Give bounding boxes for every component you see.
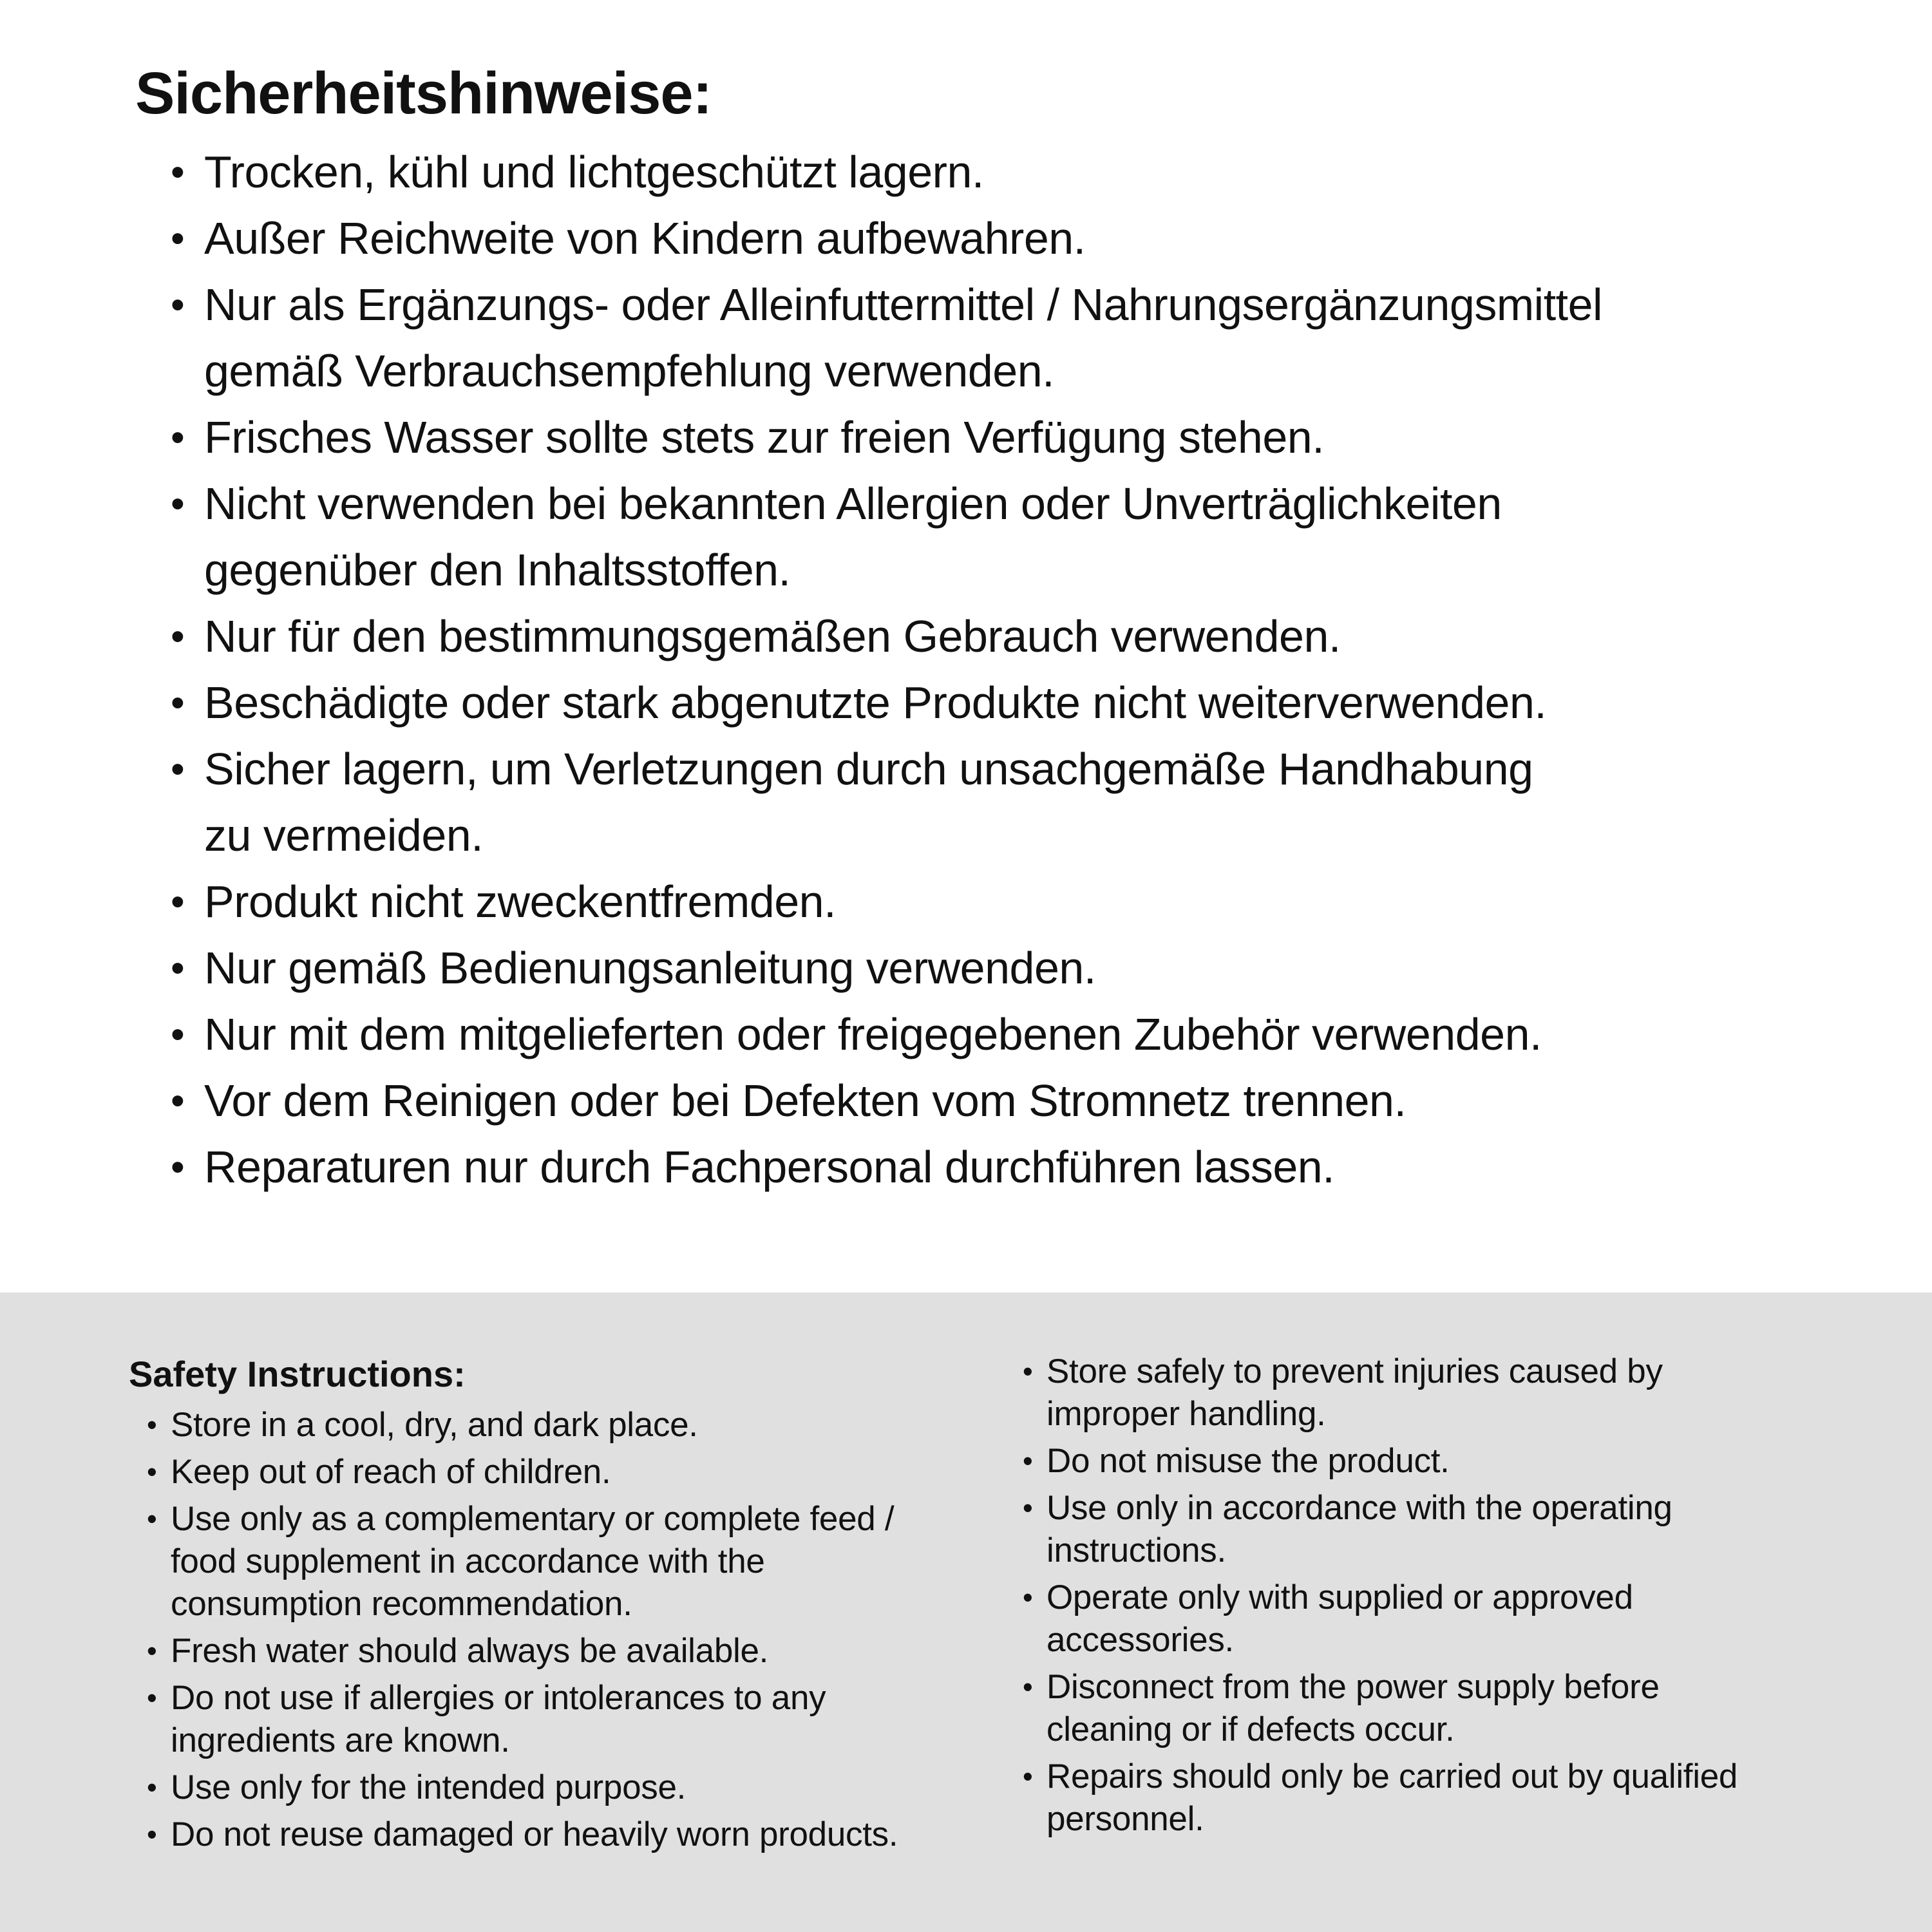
english-right-column [1005,1293,1900,1841]
list-item: • Produkt nicht zweckentfremden. [204,869,1932,935]
list-item: • Vor dem Reinigen oder bei Defekten vom Stromnetz trennen. [204,1068,1932,1134]
list-item: • Use only for the intended purpose. [171,1766,1005,1809]
german-instructions-list [135,139,1932,1200]
list-item: • Use only in accordance with the operating instructions. [1046,1487,1900,1572]
list-item: • Store safely to prevent injuries caused by improper handling. [1046,1350,1900,1435]
list-item: • Nur mit dem mitgelieferten oder freigegebenen Zubehör verwenden. [204,1001,1932,1068]
list-item: • Disconnect from the power supply before cleaning or if defects occur. [1046,1666,1900,1751]
german-title: Sicherheitshinweise: [135,61,712,126]
english-left-column [129,1293,1005,1856]
list-item: • Frisches Wasser sollte stets zur freien Verfügung stehen. [204,404,1932,471]
list-item: • Do not reuse damaged or heavily worn products. [171,1814,1005,1856]
list-item: • Use only as a complementary or complete feed / food supplement in accordance with the consumption recommendation. [171,1498,1005,1625]
list-item: • Nur gemäß Bedienungsanleitung verwenden. [204,935,1932,1001]
list-item: • Reparaturen nur durch Fachpersonal durchführen lassen. [204,1134,1932,1200]
list-item: • Keep out of reach of children. [171,1451,1005,1493]
english-title: Safety Instructions: [129,1354,466,1394]
list-item: • Repairs should only be carried out by qualified personnel. [1046,1756,1900,1841]
list-item: • Do not misuse the product. [1046,1440,1900,1482]
list-item: • Operate only with supplied or approved accessories. [1046,1577,1900,1662]
list-item: • Store in a cool, dry, and dark place. [171,1404,1005,1446]
list-item: • Beschädigte oder stark abgenutzte Produkte nicht weiterverwenden. [204,670,1932,736]
list-item: • Außer Reichweite von Kindern aufbewahren. [204,205,1932,272]
list-item: • Do not use if allergies or intolerances to any ingredients are known. [171,1677,1005,1762]
list-item: • Sicher lagern, um Verletzungen durch unsachgemäße Handhabung zu vermeiden. [204,736,1932,869]
list-item: • Nur für den bestimmungsgemäßen Gebrauch verwenden. [204,603,1932,670]
list-item: • Trocken, kühl und lichtgeschützt lagern. [204,139,1932,205]
list-item: • Nur als Ergänzungs- oder Alleinfuttermittel / Nahrungsergänzungsmittel gemäß Verbrauchsempfehlung verwenden. [204,272,1932,404]
list-item: • Nicht verwenden bei bekannten Allergien oder Unverträglichkeiten gegenüber den Inhaltsstoffen. [204,471,1932,603]
english-section [0,1293,1932,1932]
english-instructions-list-right [1005,1350,1900,1841]
list-item: • Fresh water should always be available. [171,1630,1005,1672]
english-instructions-list-left [129,1404,1005,1856]
